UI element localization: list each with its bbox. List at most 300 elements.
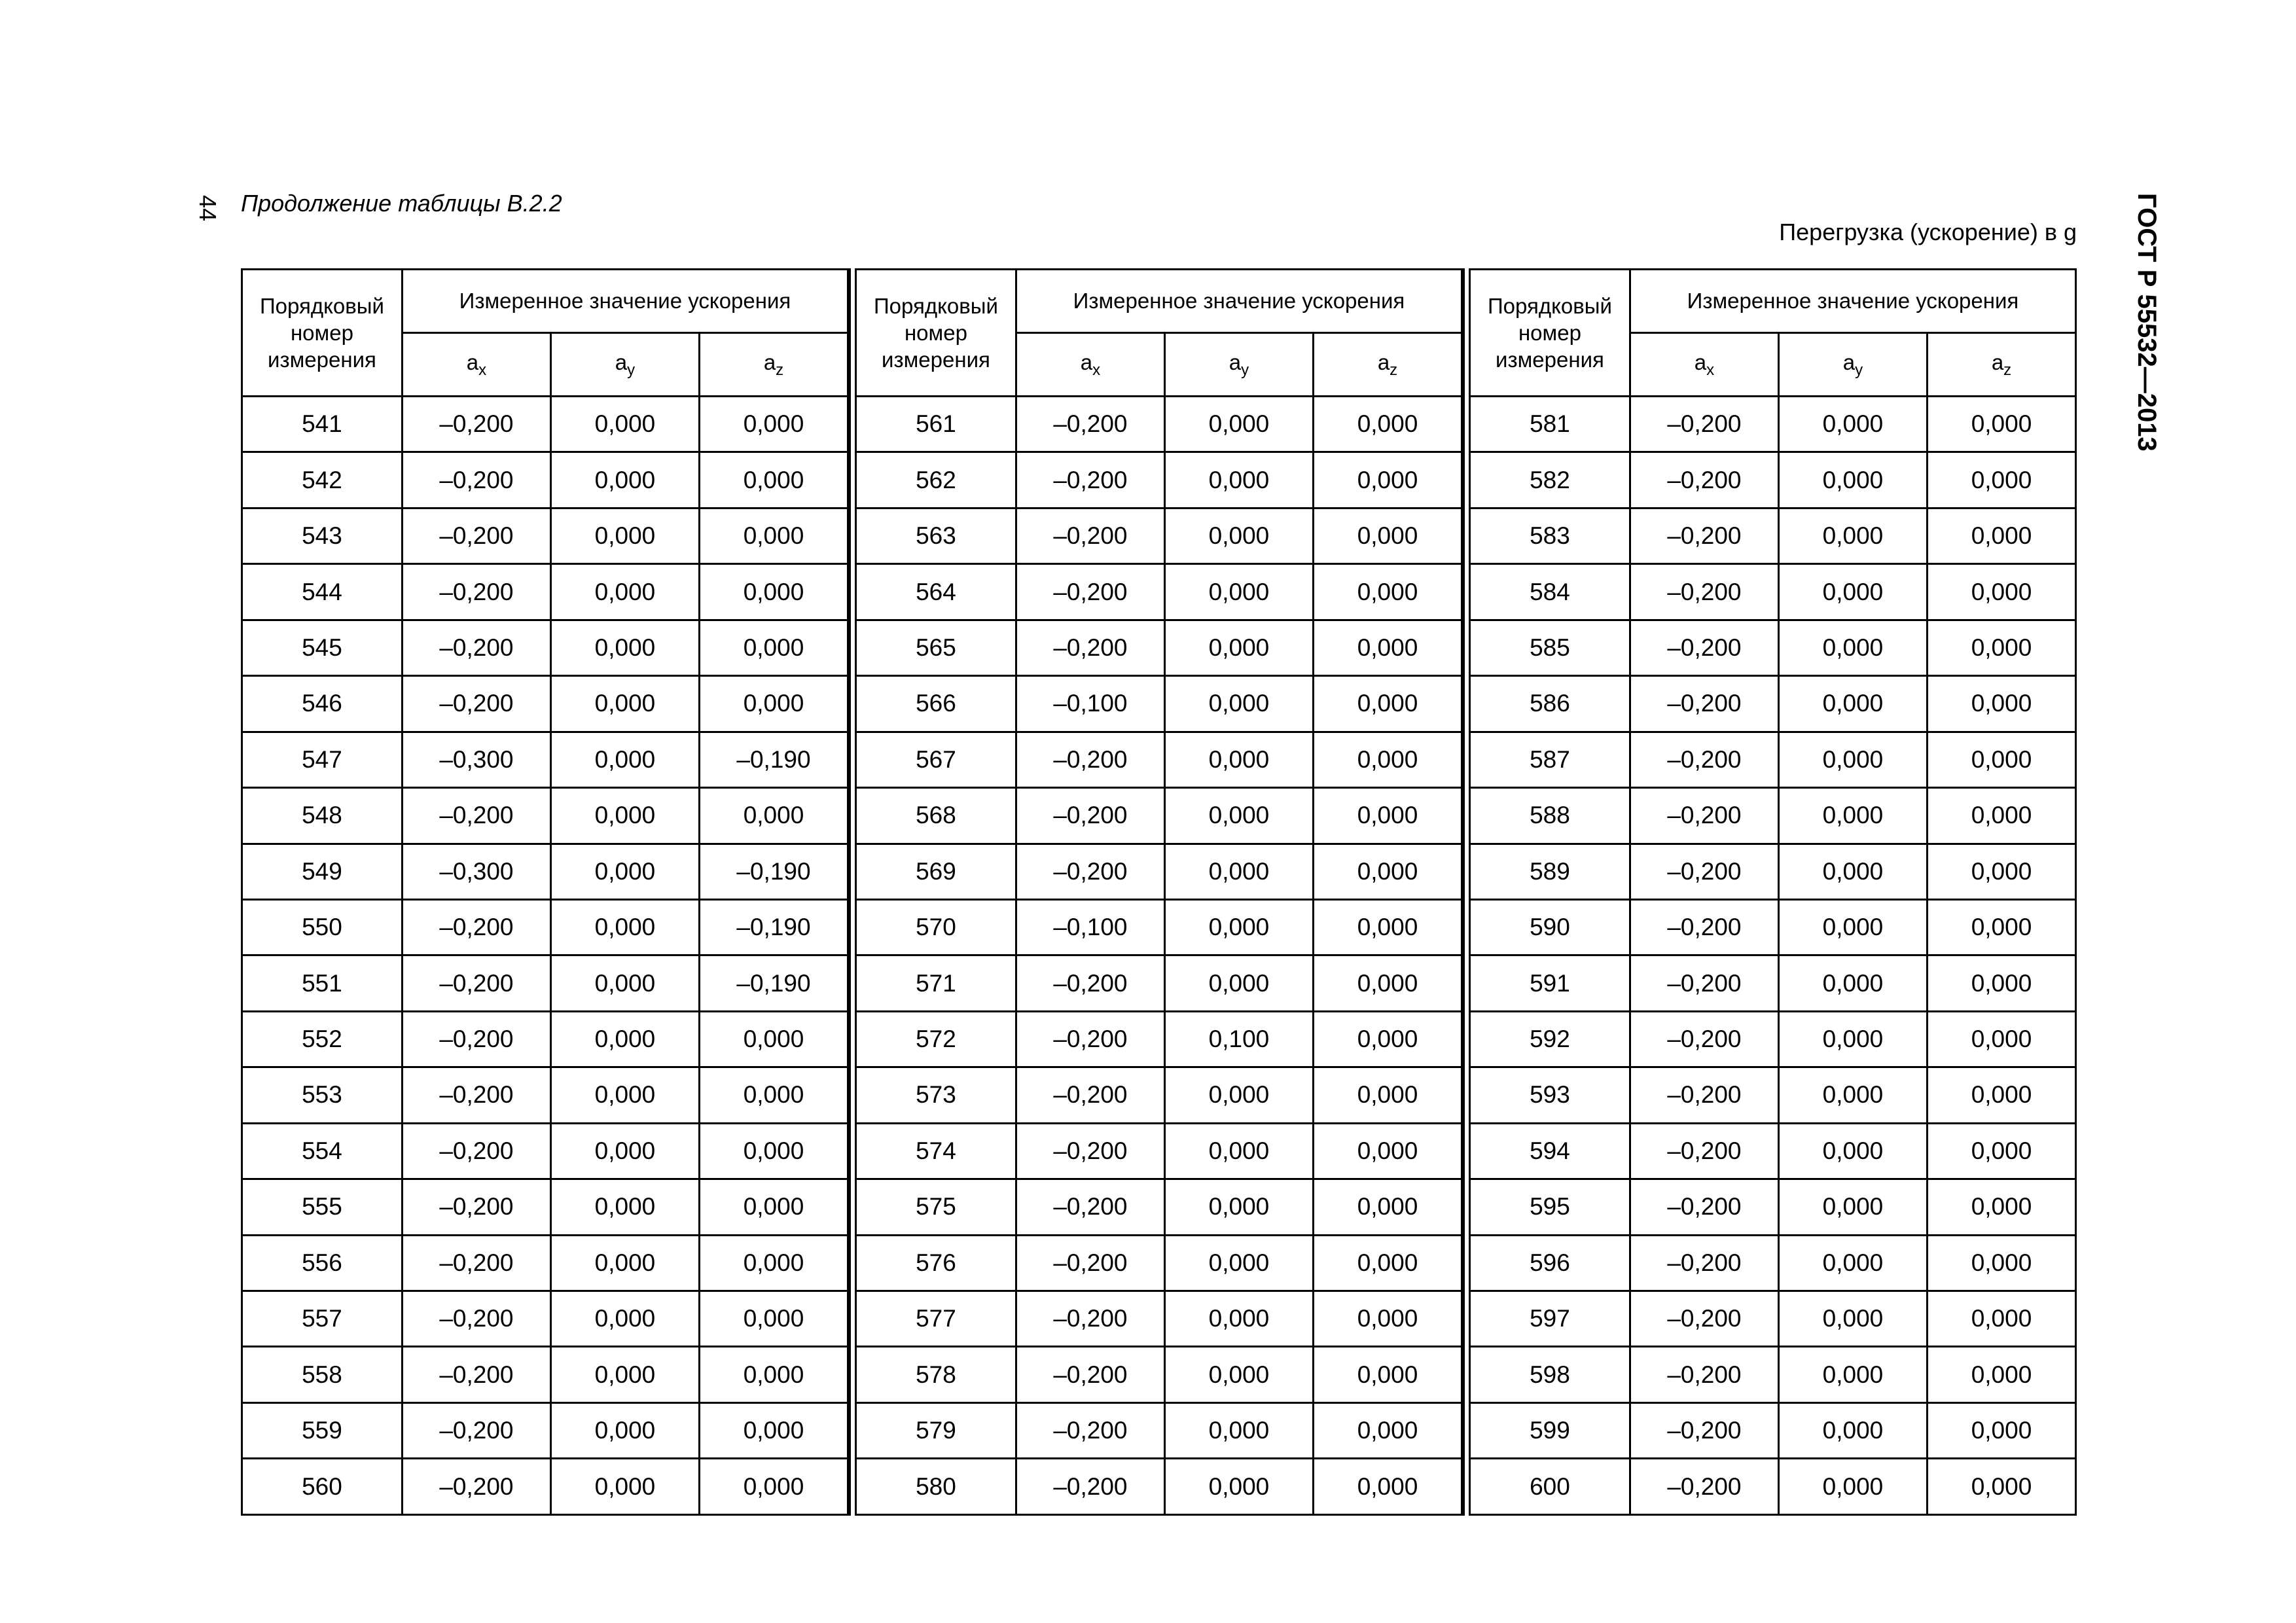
cell-az: 0,000 — [1927, 1179, 2075, 1235]
cell-number: 557 — [242, 1291, 403, 1347]
cell-ay: 0,000 — [550, 564, 699, 620]
table-row — [242, 508, 848, 563]
cell-az: 0,000 — [1313, 676, 1462, 732]
table-row — [856, 1347, 1462, 1402]
cell-ay: 0,000 — [1778, 397, 1927, 452]
block-separator — [849, 268, 855, 1516]
table-row — [242, 564, 848, 620]
cell-number: 579 — [856, 1402, 1016, 1458]
cell-ay: 0,000 — [550, 1402, 699, 1458]
cell-az: 0,000 — [1313, 1459, 1462, 1515]
cell-ax: –0,200 — [402, 1459, 550, 1515]
cell-ay: 0,000 — [1778, 1235, 1927, 1291]
data-table — [241, 268, 2077, 1516]
cell-ax: –0,300 — [402, 844, 550, 899]
cell-ax: –0,200 — [402, 1235, 550, 1291]
table-row — [1470, 1459, 2076, 1515]
cell-ax: –0,200 — [1016, 1179, 1164, 1235]
cell-ay: 0,000 — [1164, 1123, 1313, 1179]
cell-ax: –0,200 — [1630, 844, 1778, 899]
cell-ay: 0,000 — [550, 788, 699, 844]
cell-ay: 0,000 — [550, 1011, 699, 1067]
cell-number: 572 — [856, 1011, 1016, 1067]
cell-ax: –0,300 — [402, 732, 550, 787]
cell-ay: 0,000 — [1778, 1179, 1927, 1235]
table-row — [1470, 955, 2076, 1011]
cell-ax: –0,200 — [1630, 508, 1778, 563]
table-row — [1470, 1402, 2076, 1458]
table-row — [242, 397, 848, 452]
cell-az: 0,000 — [699, 1011, 848, 1067]
cell-ax: –0,200 — [1630, 1291, 1778, 1347]
cell-az: 0,000 — [699, 1123, 848, 1179]
cell-ax: –0,200 — [1630, 1235, 1778, 1291]
cell-number: 550 — [242, 899, 403, 955]
cell-az: 0,000 — [1927, 1067, 2075, 1123]
cell-number: 574 — [856, 1123, 1016, 1179]
table-row — [856, 564, 1462, 620]
table-row — [856, 1235, 1462, 1291]
cell-ay: 0,000 — [550, 1459, 699, 1515]
cell-ax: –0,200 — [1630, 955, 1778, 1011]
cell-ax: –0,100 — [1016, 899, 1164, 955]
cell-number: 580 — [856, 1459, 1016, 1515]
standard-designation: ГОСТ Р 55532—2013 — [2132, 193, 2161, 452]
cell-ay: 0,000 — [1164, 676, 1313, 732]
cell-ay: 0,000 — [550, 1291, 699, 1347]
cell-number: 543 — [242, 508, 403, 563]
cell-az: 0,000 — [1927, 1459, 2075, 1515]
table-row — [856, 844, 1462, 899]
cell-number: 549 — [242, 844, 403, 899]
cell-ay: 0,000 — [1778, 676, 1927, 732]
cell-az: 0,000 — [1313, 1347, 1462, 1402]
header-axis-z: $a_z$ — [1313, 333, 1462, 397]
cell-number: 553 — [242, 1067, 403, 1123]
cell-az: 0,000 — [1927, 732, 2075, 787]
cell-number: 576 — [856, 1235, 1016, 1291]
cell-az: 0,000 — [699, 676, 848, 732]
cell-ax: –0,200 — [402, 620, 550, 675]
cell-az: 0,000 — [1927, 508, 2075, 563]
cell-az: 0,000 — [1927, 397, 2075, 452]
cell-ay: 0,000 — [550, 1235, 699, 1291]
cell-az: 0,000 — [1927, 1011, 2075, 1067]
cell-number: 555 — [242, 1179, 403, 1235]
cell-az: 0,000 — [1927, 1402, 2075, 1458]
cell-ay: 0,000 — [1778, 1067, 1927, 1123]
cell-az: 0,000 — [699, 1179, 848, 1235]
cell-ay: 0,000 — [550, 452, 699, 508]
table-row — [242, 620, 848, 675]
table-row — [856, 508, 1462, 563]
cell-az: 0,000 — [1313, 1067, 1462, 1123]
cell-number: 597 — [1470, 1291, 1630, 1347]
cell-ay: 0,000 — [1164, 1067, 1313, 1123]
table-row — [856, 1179, 1462, 1235]
cell-az: 0,000 — [1927, 564, 2075, 620]
table-row — [242, 452, 848, 508]
cell-ay: 0,000 — [550, 397, 699, 452]
cell-az: 0,000 — [1313, 1123, 1462, 1179]
cell-ay: 0,000 — [1164, 620, 1313, 675]
cell-ay: 0,000 — [1778, 899, 1927, 955]
table-row — [1470, 1123, 2076, 1179]
cell-number: 568 — [856, 788, 1016, 844]
cell-ay: 0,000 — [1778, 452, 1927, 508]
cell-ay: 0,000 — [1778, 620, 1927, 675]
table-row — [242, 1459, 848, 1515]
cell-az: 0,000 — [699, 1459, 848, 1515]
header-axis-y: $a_y$ — [1778, 333, 1927, 397]
cell-ax: –0,200 — [1630, 1459, 1778, 1515]
header-axis-y: $a_y$ — [1164, 333, 1313, 397]
cell-ay: 0,000 — [1778, 788, 1927, 844]
table-row — [242, 1402, 848, 1458]
header-axis-x: $a_x$ — [402, 333, 550, 397]
table-caption: Продолжение таблицы В.2.2 — [241, 190, 562, 217]
table-row — [1470, 452, 2076, 508]
cell-ay: 0,000 — [1164, 955, 1313, 1011]
cell-number: 587 — [1470, 732, 1630, 787]
cell-number: 542 — [242, 452, 403, 508]
table-row — [242, 844, 848, 899]
table-row — [1470, 1179, 2076, 1235]
cell-az: 0,000 — [699, 452, 848, 508]
table-row — [242, 1123, 848, 1179]
table-row — [856, 1291, 1462, 1347]
cell-ax: –0,200 — [1630, 788, 1778, 844]
cell-ax: –0,200 — [1630, 1347, 1778, 1402]
cell-ax: –0,200 — [1016, 1011, 1164, 1067]
table-row — [242, 955, 848, 1011]
cell-az: 0,000 — [1313, 1291, 1462, 1347]
cell-az: 0,000 — [699, 620, 848, 675]
table-row — [856, 1123, 1462, 1179]
cell-ay: 0,000 — [1778, 1291, 1927, 1347]
cell-ay: 0,000 — [1778, 1459, 1927, 1515]
table-row — [856, 1402, 1462, 1458]
cell-number: 565 — [856, 620, 1016, 675]
table-row — [1470, 844, 2076, 899]
cell-ay: 0,000 — [1164, 1179, 1313, 1235]
table-row — [1470, 397, 2076, 452]
cell-ay: 0,000 — [1778, 732, 1927, 787]
header-sequence-number: Порядковый номер измерения — [242, 270, 403, 397]
cell-ay: 0,000 — [1164, 1291, 1313, 1347]
cell-az: –0,190 — [699, 844, 848, 899]
cell-number: 585 — [1470, 620, 1630, 675]
cell-ax: –0,200 — [1016, 1402, 1164, 1458]
table-row — [1470, 1067, 2076, 1123]
cell-number: 545 — [242, 620, 403, 675]
table-row — [856, 452, 1462, 508]
cell-ax: –0,200 — [402, 899, 550, 955]
cell-az: 0,000 — [1313, 508, 1462, 563]
cell-number: 567 — [856, 732, 1016, 787]
cell-az: 0,000 — [1313, 1235, 1462, 1291]
table-row — [1470, 1291, 2076, 1347]
cell-ay: 0,000 — [1778, 955, 1927, 1011]
cell-number: 551 — [242, 955, 403, 1011]
table-row — [856, 620, 1462, 675]
table-row — [1470, 788, 2076, 844]
cell-ay: 0,000 — [1164, 1402, 1313, 1458]
cell-ay: 0,000 — [1778, 564, 1927, 620]
cell-az: 0,000 — [1313, 564, 1462, 620]
table-block-1 — [241, 268, 849, 1516]
cell-number: 591 — [1470, 955, 1630, 1011]
cell-az: 0,000 — [1927, 1291, 2075, 1347]
cell-number: 563 — [856, 508, 1016, 563]
cell-ay: 0,000 — [1164, 564, 1313, 620]
table-row — [242, 1179, 848, 1235]
cell-number: 578 — [856, 1347, 1016, 1402]
cell-az: 0,000 — [1313, 955, 1462, 1011]
cell-ay: 0,100 — [1164, 1011, 1313, 1067]
cell-ay: 0,000 — [550, 1123, 699, 1179]
table-row — [1470, 732, 2076, 787]
table-row — [856, 397, 1462, 452]
cell-ax: –0,200 — [402, 1402, 550, 1458]
cell-number: 596 — [1470, 1235, 1630, 1291]
cell-number: 544 — [242, 564, 403, 620]
cell-az: 0,000 — [1313, 1179, 1462, 1235]
cell-ax: –0,200 — [402, 397, 550, 452]
cell-az: 0,000 — [699, 788, 848, 844]
table-row — [856, 1067, 1462, 1123]
header-measured-acceleration: Измеренное значение ускорения — [1016, 270, 1462, 333]
cell-az: 0,000 — [699, 564, 848, 620]
cell-ax: –0,200 — [402, 564, 550, 620]
cell-ax: –0,200 — [1016, 397, 1164, 452]
cell-az: –0,190 — [699, 955, 848, 1011]
cell-ax: –0,200 — [402, 676, 550, 732]
cell-ay: 0,000 — [1164, 732, 1313, 787]
cell-ax: –0,200 — [1016, 844, 1164, 899]
cell-ay: 0,000 — [1164, 397, 1313, 452]
cell-ax: –0,200 — [1630, 899, 1778, 955]
cell-ax: –0,200 — [1630, 1123, 1778, 1179]
cell-ay: 0,000 — [1778, 1402, 1927, 1458]
cell-number: 583 — [1470, 508, 1630, 563]
cell-az: 0,000 — [1927, 452, 2075, 508]
cell-number: 571 — [856, 955, 1016, 1011]
cell-ax: –0,200 — [402, 452, 550, 508]
table-row — [1470, 1235, 2076, 1291]
table-block-3 — [1469, 268, 2077, 1516]
table-block-2 — [855, 268, 1463, 1516]
cell-ax: –0,200 — [1016, 788, 1164, 844]
cell-ay: 0,000 — [550, 1347, 699, 1402]
unit-note: Перегрузка (ускорение) в g — [1779, 219, 2077, 245]
table-row — [242, 1011, 848, 1067]
header-axis-z: $a_z$ — [699, 333, 848, 397]
cell-ax: –0,200 — [402, 1179, 550, 1235]
cell-number: 584 — [1470, 564, 1630, 620]
cell-number: 600 — [1470, 1459, 1630, 1515]
table-row — [1470, 676, 2076, 732]
cell-az: 0,000 — [699, 1347, 848, 1402]
cell-ax: –0,200 — [1016, 1235, 1164, 1291]
cell-ax: –0,200 — [1630, 620, 1778, 675]
cell-number: 552 — [242, 1011, 403, 1067]
cell-ax: –0,200 — [1016, 508, 1164, 563]
cell-az: 0,000 — [699, 1402, 848, 1458]
table-row — [242, 1067, 848, 1123]
cell-number: 592 — [1470, 1011, 1630, 1067]
table-row — [242, 676, 848, 732]
cell-number: 586 — [1470, 676, 1630, 732]
cell-number: 564 — [856, 564, 1016, 620]
cell-az: 0,000 — [1313, 397, 1462, 452]
cell-number: 566 — [856, 676, 1016, 732]
cell-az: 0,000 — [1927, 676, 2075, 732]
cell-ax: –0,200 — [1630, 397, 1778, 452]
table-row — [1470, 564, 2076, 620]
cell-ax: –0,200 — [1630, 564, 1778, 620]
cell-az: 0,000 — [1313, 620, 1462, 675]
cell-ax: –0,200 — [402, 1347, 550, 1402]
cell-ay: 0,000 — [1778, 1011, 1927, 1067]
cell-ay: 0,000 — [550, 844, 699, 899]
cell-ax: –0,200 — [402, 1291, 550, 1347]
cell-ax: –0,200 — [1630, 1179, 1778, 1235]
cell-ay: 0,000 — [550, 955, 699, 1011]
cell-az: 0,000 — [1927, 1123, 2075, 1179]
cell-ay: 0,000 — [550, 899, 699, 955]
cell-number: 590 — [1470, 899, 1630, 955]
table-row — [856, 788, 1462, 844]
cell-az: 0,000 — [699, 397, 848, 452]
cell-ay: 0,000 — [1164, 844, 1313, 899]
cell-number: 589 — [1470, 844, 1630, 899]
cell-ax: –0,100 — [1016, 676, 1164, 732]
cell-az: 0,000 — [1927, 899, 2075, 955]
cell-ax: –0,200 — [1630, 732, 1778, 787]
table-row — [242, 1235, 848, 1291]
cell-ax: –0,200 — [1016, 732, 1164, 787]
cell-number: 561 — [856, 397, 1016, 452]
cell-ay: 0,000 — [1778, 508, 1927, 563]
cell-az: 0,000 — [1927, 788, 2075, 844]
cell-az: 0,000 — [1927, 844, 2075, 899]
table-row — [242, 732, 848, 787]
table-row — [242, 1291, 848, 1347]
cell-ax: –0,200 — [1630, 1402, 1778, 1458]
cell-az: 0,000 — [699, 1235, 848, 1291]
table-row — [242, 1347, 848, 1402]
cell-number: 556 — [242, 1235, 403, 1291]
cell-ax: –0,200 — [1016, 564, 1164, 620]
cell-az: 0,000 — [1927, 620, 2075, 675]
cell-ax: –0,200 — [1016, 1291, 1164, 1347]
cell-az: 0,000 — [1313, 1402, 1462, 1458]
cell-ax: –0,200 — [402, 955, 550, 1011]
cell-ax: –0,200 — [1016, 1347, 1164, 1402]
cell-number: 569 — [856, 844, 1016, 899]
cell-ax: –0,200 — [1016, 955, 1164, 1011]
table-row — [1470, 1011, 2076, 1067]
cell-ax: –0,200 — [1016, 1459, 1164, 1515]
cell-number: 560 — [242, 1459, 403, 1515]
cell-az: 0,000 — [699, 1067, 848, 1123]
cell-ax: –0,200 — [1016, 1123, 1164, 1179]
cell-ay: 0,000 — [1164, 788, 1313, 844]
header-measured-acceleration: Измеренное значение ускорения — [402, 270, 848, 333]
cell-az: 0,000 — [1927, 1347, 2075, 1402]
cell-number: 575 — [856, 1179, 1016, 1235]
cell-ax: –0,200 — [402, 1011, 550, 1067]
cell-ax: –0,200 — [402, 1123, 550, 1179]
header-axis-x: $a_x$ — [1630, 333, 1778, 397]
cell-number: 595 — [1470, 1179, 1630, 1235]
cell-number: 559 — [242, 1402, 403, 1458]
cell-ax: –0,200 — [1016, 1067, 1164, 1123]
cell-ax: –0,200 — [402, 788, 550, 844]
cell-az: 0,000 — [1927, 955, 2075, 1011]
cell-ay: 0,000 — [1778, 1123, 1927, 1179]
cell-ay: 0,000 — [550, 1067, 699, 1123]
cell-az: 0,000 — [699, 508, 848, 563]
cell-ay: 0,000 — [550, 732, 699, 787]
table-row — [1470, 899, 2076, 955]
cell-number: 558 — [242, 1347, 403, 1402]
cell-ax: –0,200 — [402, 1067, 550, 1123]
cell-number: 577 — [856, 1291, 1016, 1347]
header-sequence-number: Порядковый номер измерения — [1470, 270, 1630, 397]
header-sequence-number: Порядковый номер измерения — [856, 270, 1016, 397]
cell-az: 0,000 — [699, 1291, 848, 1347]
cell-number: 548 — [242, 788, 403, 844]
cell-az: 0,000 — [1313, 899, 1462, 955]
cell-ax: –0,200 — [1016, 620, 1164, 675]
cell-number: 588 — [1470, 788, 1630, 844]
cell-ax: –0,200 — [1630, 452, 1778, 508]
cell-ax: –0,200 — [1630, 1011, 1778, 1067]
table-row — [1470, 620, 2076, 675]
cell-ay: 0,000 — [1164, 1235, 1313, 1291]
cell-number: 554 — [242, 1123, 403, 1179]
table-row — [856, 955, 1462, 1011]
table-row — [1470, 508, 2076, 563]
cell-number: 581 — [1470, 397, 1630, 452]
cell-ay: 0,000 — [1164, 508, 1313, 563]
cell-number: 599 — [1470, 1402, 1630, 1458]
cell-ay: 0,000 — [550, 508, 699, 563]
table-row — [856, 899, 1462, 955]
table-row — [856, 1459, 1462, 1515]
cell-number: 598 — [1470, 1347, 1630, 1402]
cell-az: 0,000 — [1313, 788, 1462, 844]
header-axis-x: $a_x$ — [1016, 333, 1164, 397]
cell-number: 546 — [242, 676, 403, 732]
cell-ay: 0,000 — [550, 676, 699, 732]
cell-az: –0,190 — [699, 899, 848, 955]
header-axis-y: $a_y$ — [550, 333, 699, 397]
cell-az: 0,000 — [1927, 1235, 2075, 1291]
table-row — [856, 732, 1462, 787]
table-row — [856, 676, 1462, 732]
cell-number: 593 — [1470, 1067, 1630, 1123]
page-number: 44 — [194, 195, 221, 222]
cell-az: 0,000 — [1313, 452, 1462, 508]
cell-ay: 0,000 — [1164, 899, 1313, 955]
cell-number: 541 — [242, 397, 403, 452]
cell-number: 582 — [1470, 452, 1630, 508]
cell-ax: –0,200 — [1630, 1067, 1778, 1123]
header-axis-z: $a_z$ — [1927, 333, 2075, 397]
